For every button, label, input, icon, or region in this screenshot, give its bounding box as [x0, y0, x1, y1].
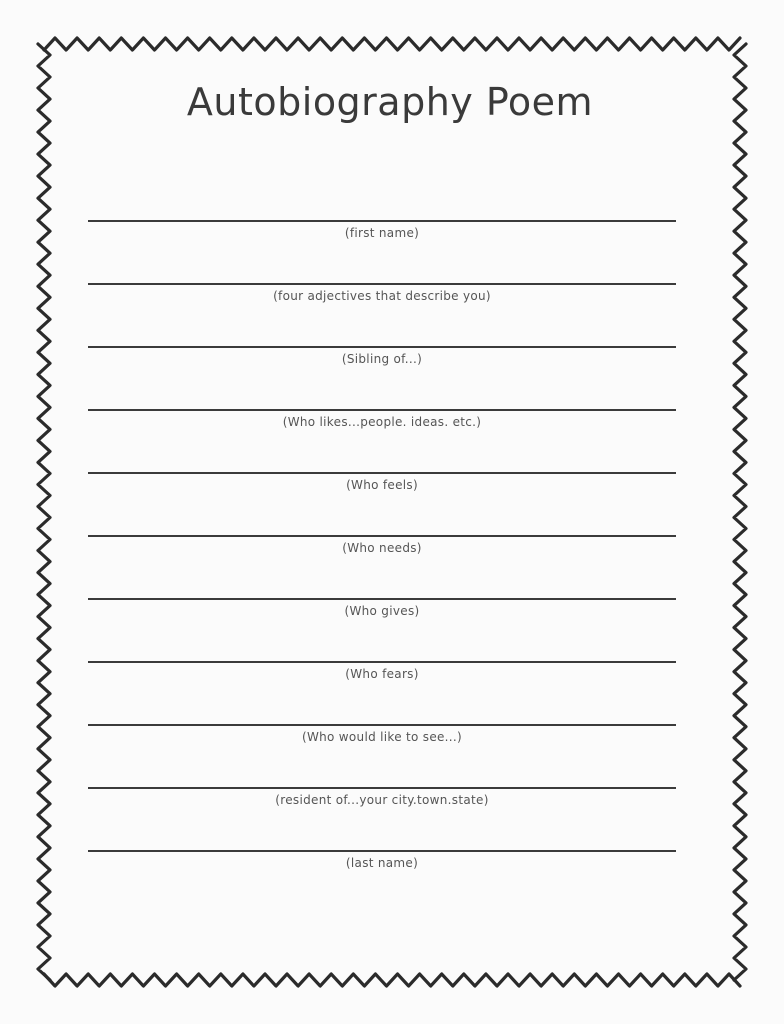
- writing-line: [88, 598, 676, 600]
- field-adjectives[interactable]: [88, 283, 676, 323]
- writing-line: [88, 661, 676, 663]
- field-caption: (four adjectives that describe you): [273, 289, 491, 303]
- field-caption: (Who gives): [344, 604, 420, 618]
- writing-line: [88, 472, 676, 474]
- field-last-name[interactable]: [88, 850, 676, 890]
- field-caption: (Who needs): [342, 541, 422, 555]
- field-who-feels[interactable]: [88, 472, 676, 512]
- field-first-name[interactable]: [88, 220, 676, 260]
- field-caption: (Sibling of...): [341, 352, 423, 366]
- field-resident-of[interactable]: [88, 787, 676, 827]
- zigzag-border-top: [44, 38, 740, 50]
- field-caption: (first name): [344, 226, 420, 240]
- field-who-gives[interactable]: [88, 598, 676, 638]
- field-who-fears[interactable]: [88, 661, 676, 701]
- zigzag-border-right: [734, 44, 746, 980]
- writing-line: [88, 787, 676, 789]
- field-caption: (Who fears): [345, 667, 419, 681]
- field-caption: (last name): [345, 856, 419, 870]
- field-caption: (resident of...your city.town.state): [275, 793, 489, 807]
- zigzag-border-bottom: [44, 974, 740, 986]
- writing-line: [88, 535, 676, 537]
- page-title: Autobiography Poem: [186, 80, 594, 124]
- writing-line: [88, 346, 676, 348]
- writing-line: [88, 850, 676, 852]
- field-caption: (Who likes...people. ideas. etc.): [282, 415, 482, 429]
- writing-line: [88, 283, 676, 285]
- field-caption: (Who feels): [346, 478, 418, 492]
- field-who-would-like-to-see[interactable]: [88, 724, 676, 764]
- field-caption: (Who would like to see...): [301, 730, 463, 744]
- writing-line: [88, 409, 676, 411]
- field-who-likes[interactable]: [88, 409, 676, 449]
- field-sibling-of[interactable]: [88, 346, 676, 386]
- field-who-needs[interactable]: [88, 535, 676, 575]
- zigzag-border-left: [38, 44, 50, 980]
- writing-line: [88, 724, 676, 726]
- writing-line: [88, 220, 676, 222]
